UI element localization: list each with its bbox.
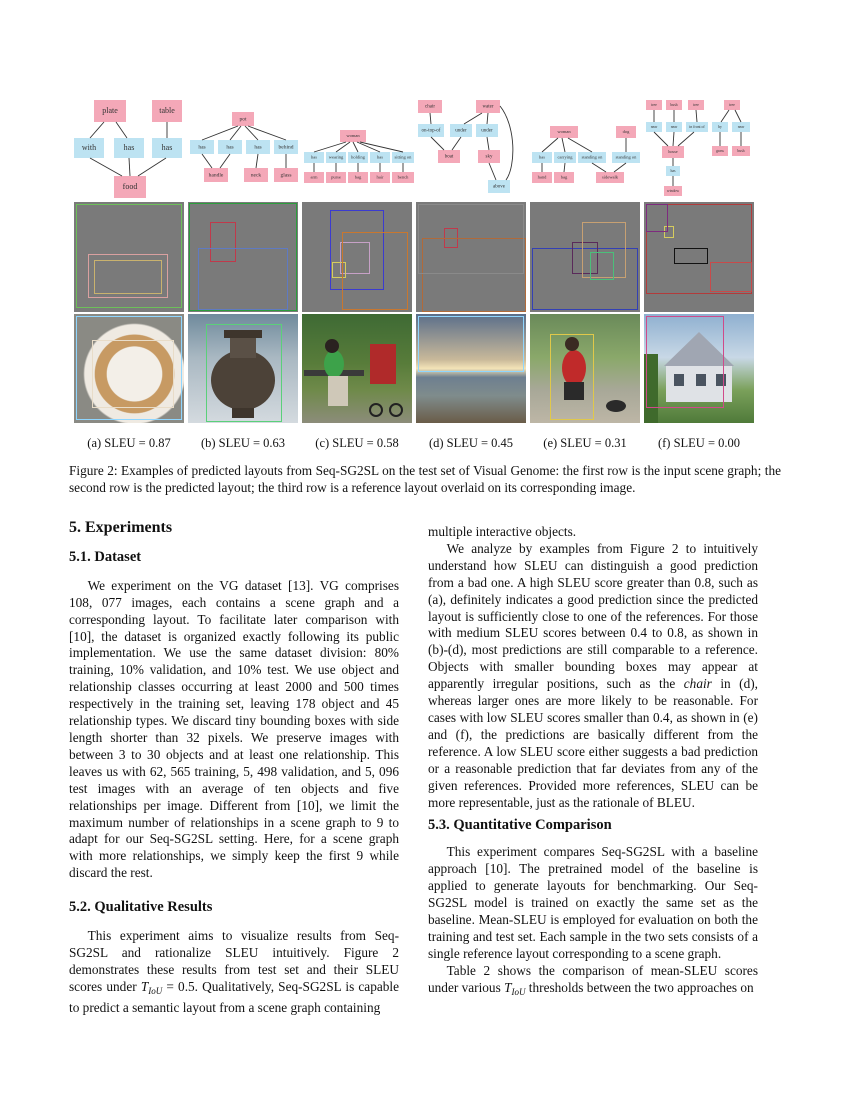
svg-text:plate: plate — [102, 105, 118, 115]
graph-node — [244, 168, 268, 182]
graph-node — [304, 172, 324, 183]
svg-text:carrying: carrying — [557, 154, 573, 160]
graph-node — [326, 152, 346, 163]
predicted-layout-a — [74, 202, 184, 312]
graph-node — [666, 122, 682, 132]
svg-text:food: food — [122, 181, 138, 191]
graph-node — [114, 176, 146, 198]
analysis-paragraph: We analyze by examples from Figure 2 to intuitively understand how SLEU can distinguish a good prediction from a bad one. A high SLEU score greater than 0.8, such as (a), definitely indicates a good prediction since the predicted layout is sufficiently close to one of the references. For those with medium SLEU scores between 0.4 to 0.8, as shown in (b)-(d), most predictions are still comparable to a reference. Objects with smaller bounding boxes may appear at apparently irregular positions, such as the chair in (d), whereas larger ones are more likely to be reasonable. For cases with low SLEU scores smaller than 0.4, as shown in (e) and (f), the predictions are basically different from the reference. A low SLEU score either suggests a bad prediction or a reasonable prediction that far deviates from any of the given references. Provided more references, SLEU can be more representable, just as the rationale of BLEU. — [428, 540, 758, 810]
svg-text:has: has — [377, 154, 383, 160]
svg-text:near: near — [670, 124, 678, 129]
graph-node — [274, 168, 298, 182]
svg-text:standing on: standing on — [581, 154, 603, 160]
predicted-layout-c — [302, 202, 412, 312]
graph-node — [732, 122, 750, 132]
graph-node — [246, 140, 270, 154]
subfigure-label-b: (b) SLEU = 0.63 — [200, 436, 286, 450]
subfigure-labels — [74, 436, 754, 452]
scene-graph-c — [302, 96, 416, 200]
svg-text:under: under — [481, 128, 493, 134]
graph-node — [712, 146, 728, 156]
svg-text:by: by — [718, 124, 722, 129]
graph-node — [450, 124, 472, 137]
svg-text:chair: chair — [425, 104, 435, 110]
svg-text:has: has — [311, 154, 317, 160]
svg-text:boat: boat — [444, 154, 454, 160]
right-column — [428, 524, 758, 1001]
subfigure-label-f: (f) SLEU = 0.00 — [657, 436, 741, 450]
figure-caption: Figure 2: Examples of predicted layouts from Seq-SG2SL on the test set of Visual Genome: the first row is the input scene graph; the second row is the predicted layout; the third row is a reference layout overlaid on its corresponding image. — [69, 463, 781, 495]
svg-text:hair: hair — [376, 174, 384, 180]
graph-node — [646, 122, 662, 132]
graph-node — [666, 100, 682, 110]
graph-node — [326, 172, 346, 183]
svg-text:purse: purse — [331, 174, 341, 180]
graph-node — [532, 152, 552, 163]
svg-text:handle: handle — [208, 172, 224, 179]
svg-text:has: has — [670, 168, 676, 173]
svg-text:table: table — [159, 105, 175, 115]
graph-node — [348, 152, 368, 163]
svg-text:pot: pot — [239, 116, 247, 123]
svg-text:on-top-of: on-top-of — [421, 128, 441, 134]
graph-node — [218, 140, 242, 154]
svg-text:bag: bag — [354, 174, 362, 180]
svg-text:above: above — [493, 184, 505, 190]
svg-text:neck: neck — [250, 172, 262, 179]
scene-graph-e — [530, 96, 644, 200]
graph-node — [190, 140, 214, 154]
svg-text:with: with — [81, 142, 97, 152]
svg-text:has: has — [226, 144, 234, 151]
graph-node — [476, 100, 500, 113]
svg-text:bag: bag — [560, 174, 568, 180]
graph-node — [392, 152, 414, 163]
graph-node — [662, 146, 684, 158]
svg-text:tree: tree — [693, 102, 699, 107]
graph-node — [204, 168, 228, 182]
graph-node — [666, 166, 680, 176]
graph-node — [596, 172, 624, 183]
svg-text:under: under — [455, 128, 467, 134]
svg-text:woman: woman — [346, 133, 360, 139]
subfigure-label-c: (c) SLEU = 0.58 — [315, 436, 399, 450]
graph-node — [646, 100, 662, 110]
svg-text:near: near — [650, 124, 658, 129]
svg-text:has: has — [254, 144, 262, 151]
graph-node — [74, 138, 104, 158]
subfigure-label-a: (a) SLEU = 0.87 — [87, 436, 171, 450]
graph-node — [724, 100, 740, 110]
graph-node — [578, 152, 606, 163]
scene-graph-d — [416, 96, 516, 200]
graph-node — [152, 100, 182, 122]
svg-text:house: house — [668, 148, 678, 154]
graph-node — [304, 152, 324, 163]
graph-node — [688, 100, 704, 110]
subsection-dataset-title: 5.1. Dataset — [69, 548, 142, 565]
svg-text:has: has — [123, 142, 135, 152]
graph-node — [664, 186, 682, 196]
svg-text:holding: holding — [351, 154, 365, 160]
photo-sunset-deck — [416, 314, 526, 423]
svg-text:sidewalk: sidewalk — [602, 174, 618, 180]
svg-text:window: window — [666, 188, 680, 193]
svg-text:tree: tree — [651, 102, 657, 107]
subsection-quantitative-title: 5.3. Quantitative Comparison — [428, 817, 612, 834]
scene-graph-f — [644, 96, 754, 200]
qualitative-paragraph: This experiment aims to visualize results from Seq-SG2SL and rationalize SLEU intuitively. Figure 2 demonstrates these results from test set and their SLEU scores under $T_{IoU} = 0.5$. Qualitatively, Seq-SG2SL is capable to predict a semantic layout from a scene graph containing — [69, 928, 400, 1016]
svg-text:in front of: in front of — [689, 124, 705, 129]
graph-node — [476, 124, 498, 137]
continued-paragraph: multiple interactive objects. — [428, 524, 577, 539]
svg-text:grass: grass — [716, 148, 724, 153]
svg-text:water: water — [482, 104, 494, 110]
svg-text:dog: dog — [622, 129, 630, 135]
graph-node — [232, 112, 254, 126]
graph-node — [340, 130, 366, 142]
photo-vase — [188, 314, 298, 423]
svg-text:has: has — [539, 154, 545, 160]
svg-text:arm: arm — [310, 174, 318, 180]
photo-house — [644, 314, 754, 423]
graph-node — [612, 152, 640, 163]
graph-node — [370, 152, 390, 163]
table-intro-paragraph: Table 2 shows the comparison of mean-SLEU scores under various $T_{IoU}$ thresholds between the two approaches on — [428, 962, 758, 998]
graph-node — [114, 138, 144, 158]
quantitative-paragraph: This experiment compares Seq-SG2SL with a baseline approach [10]. The pretrained model of the baseline is applied to generate layouts for benchmarking. Our Seq-SG2SL model is trained on exactly the same set as the baseline. Mean-SLEU is employed for evaluation on both the training and test set. Each sample in the two sets consists of a single reference layout corresponding to a scene graph. — [428, 844, 758, 961]
svg-text:has: has — [198, 144, 206, 151]
graph-node — [418, 100, 442, 113]
photo-food-plate — [74, 314, 184, 423]
subfigure-label-d: (d) SLEU = 0.45 — [428, 436, 514, 450]
svg-text:woman: woman — [557, 129, 571, 135]
graph-node — [418, 124, 444, 137]
svg-text:wearing: wearing — [328, 154, 344, 160]
graph-node — [532, 172, 552, 183]
svg-text:standing on: standing on — [615, 154, 637, 160]
scene-graph-row — [74, 96, 754, 200]
graph-node — [94, 100, 126, 122]
svg-text:bench: bench — [397, 174, 409, 180]
predicted-layout-d — [416, 202, 526, 312]
graph-node — [370, 172, 390, 183]
graph-node — [478, 150, 500, 163]
graph-node — [488, 180, 510, 193]
subsection-qualitative-title: 5.2. Qualitative Results — [69, 899, 213, 916]
scene-graph-a — [74, 96, 184, 200]
scene-graph-b — [188, 96, 298, 200]
graph-node — [686, 122, 708, 132]
section-title: 5. Experiments — [69, 519, 173, 536]
photo-woman-dog — [530, 314, 640, 423]
graph-node — [348, 172, 368, 183]
photo-woman-stroller — [302, 314, 412, 423]
dataset-paragraph: We experiment on the VG dataset [13]. VG comprises 108, 077 images, each contains a scene graph and a corresponding layout. To facilitate later comparison with [10], the dataset is organized exactly following its public implementation. We use the same dataset division: 80% training, 10% validation, and 10% test. We use object and relationship classes occurring at least 2000 and 500 times respectively in the training set, leaving 178 object and 45 relationship types. We discard tiny bounding boxes with side length shorter than 32 pixels. We preserve images with between 3 to 30 objects and at least one relationship. This leaves us with 62, 565 training, 5, 498 validation, and 5, 096 test images with an average of ten objects and five relationships per image. Different from [10], we limit the maximum number of relationships in a scene graph to 9 to adapt for our Seq-SG2SL setting. Here, for a scene graph with more relationships, we simply keep the first 9 while discard the rest. — [69, 577, 399, 881]
subfigure-label-e: (e) SLEU = 0.31 — [543, 436, 627, 450]
svg-text:bush: bush — [670, 102, 678, 107]
graph-node — [274, 140, 298, 154]
graph-node — [438, 150, 460, 163]
graph-node — [616, 126, 636, 138]
left-column — [69, 520, 399, 1017]
graph-node — [554, 172, 574, 183]
graph-node — [554, 152, 576, 163]
svg-text:glass: glass — [280, 172, 292, 179]
predicted-layout-f — [644, 202, 754, 312]
graph-node — [732, 146, 750, 156]
graph-node — [392, 172, 414, 183]
graph-node — [550, 126, 578, 138]
svg-text:near: near — [737, 124, 745, 129]
predicted-layout-e — [530, 202, 640, 312]
graph-node — [712, 122, 728, 132]
svg-text:tree: tree — [729, 102, 735, 107]
svg-text:sitting on: sitting on — [394, 154, 412, 160]
svg-text:has: has — [161, 142, 173, 152]
svg-text:hand: hand — [537, 174, 547, 180]
predicted-layout-b — [188, 202, 298, 312]
svg-text:behind: behind — [278, 144, 294, 151]
svg-text:sky: sky — [485, 154, 493, 160]
graph-node — [152, 138, 182, 158]
svg-text:bush: bush — [737, 148, 745, 153]
